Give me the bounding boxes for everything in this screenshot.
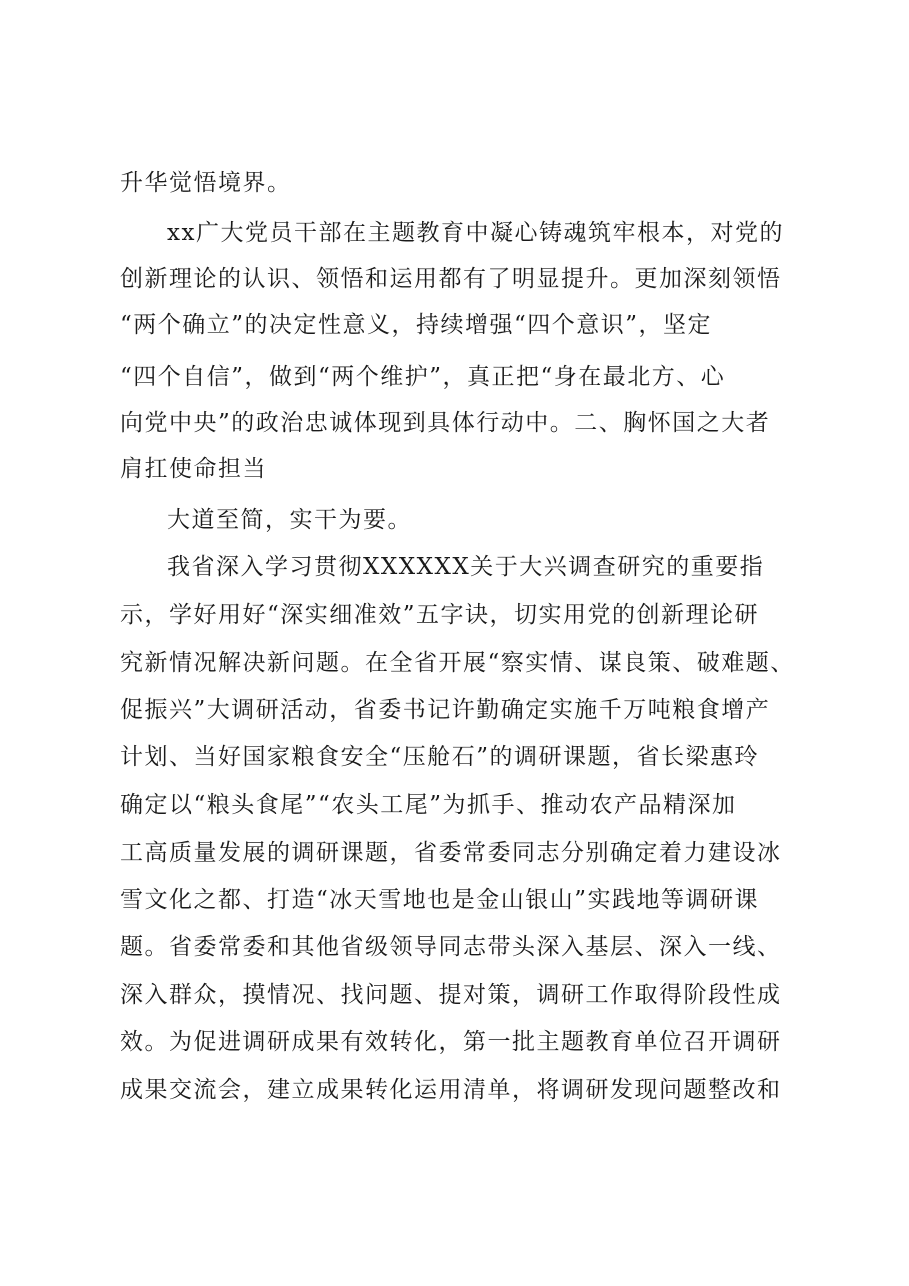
text-line: 深入群众，摸情况、找问题、提对策，调研工作取得阶段性成 [120, 982, 782, 1008]
text-line: 向党中央”的政治忠诚体现到具体行动中。二、胸怀国之大者 [120, 410, 771, 436]
text-line: 究新情况解决新问题。在全省开展“察实情、谋良策、破难题、 [120, 650, 795, 676]
text-line: 工高质量发展的调研课题，省委常委同志分别确定着力建设冰 [120, 840, 782, 866]
text-line: “两个确立”的决定性意义，持续增强“四个意识”，坚定 [120, 312, 713, 338]
text-line: 效。为促进调研成果有效转化，第一批主题教育单位召开调研 [120, 1029, 782, 1055]
text-line: 成果交流会，建立成果转化运用清单，将调研发现问题整改和 [120, 1077, 782, 1103]
text-line: 计划、当好国家粮食安全“压舱石”的调研课题，省长梁惠玲 [120, 744, 760, 770]
text-line: 大道至简，实干为要。 [167, 507, 412, 533]
text-line: 雪文化之都、打造“冰天雪地也是金山银山”实践地等调研课 [120, 887, 760, 913]
text-line: 示，学好用好“深实细准效”五字诀，切实用党的创新理论研 [120, 602, 760, 628]
text-line: 促振兴”大调研活动，省委书记许勤确定实施千万吨粮食增产 [120, 697, 771, 723]
text-line: 肩扛使命担当 [120, 456, 267, 482]
text-line: 题。省委常委和其他省级领导同志带头深入基层、深入一线、 [120, 934, 782, 960]
text-line: 创新理论的认识、领悟和运用都有了明显提升。更加深刻领悟 [120, 266, 782, 292]
text-line: xx广大党员干部在主题教育中凝心铸魂筑牢根本，对党的 [167, 220, 784, 246]
text-line: 确定以“粮头食尾”“农头工尾”为抓手、推动农产品精深加 [120, 792, 737, 818]
text-line: “四个自信”，做到“两个维护”，真正把“身在最北方、心 [120, 364, 726, 390]
text-line: 升华觉悟境界。 [120, 170, 292, 196]
text-line: 我省深入学习贯彻XXXXXX关于大兴调查研究的重要指 [167, 554, 765, 580]
